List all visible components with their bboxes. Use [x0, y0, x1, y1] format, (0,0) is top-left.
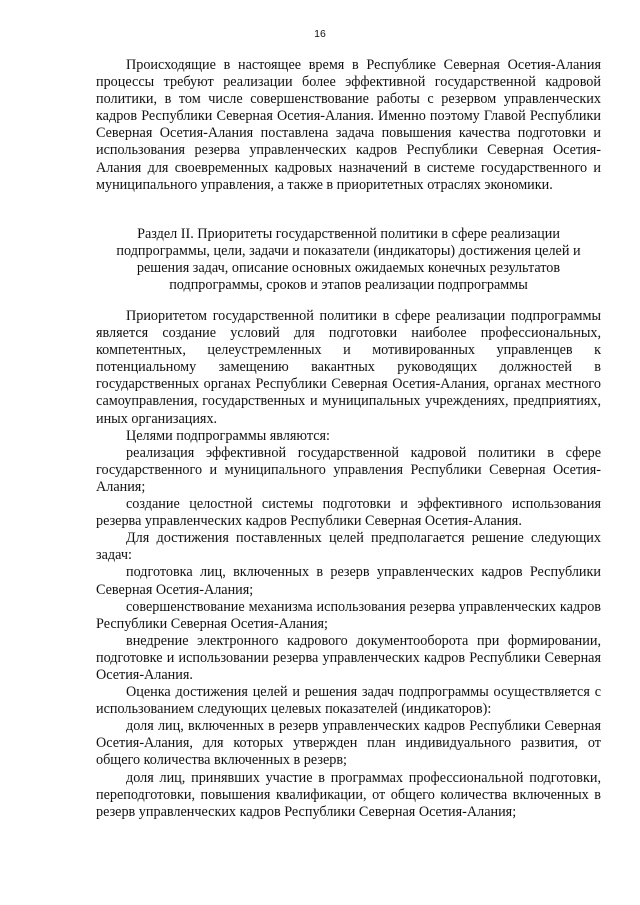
paragraph-priority: Приоритетом государственной политики в сфере реализации подпрограммы является создание условий для подготовки наиболее профессиональных, компетентных, целеустремленных и мотивированных управленцев к потенциальному замещению вакантных руководящих должностей в государственных органах Республики Северная Осетия-Алания, органах местного самоуправления, государственных и муниципальных учреждениях, предприятиях, иных организациях. [96, 308, 601, 427]
list-item-task: внедрение электронного кадрового документооборота при формировании, подготовке и использовании резерва управленческих кадров Республики Северная Осетия-Алания. [96, 632, 601, 683]
list-item-task: подготовка лиц, включенных в резерв управленческих кадров Республики Северная Осетия-Алания; [96, 564, 601, 598]
section-body [96, 308, 601, 821]
section-heading-block [96, 226, 601, 294]
list-item-indicator: доля лиц, принявших участие в программах профессиональной подготовки, переподготовки, повышения квалификации, от общего количества включенных в резерв управленческих кадров Республики Северная Осетия-Алания; [96, 769, 601, 820]
intro-paragraph: Происходящие в настоящее время в Республике Северная Осетия-Алания процессы требуют реализации более эффективной государственной кадровой политики, в том числе совершенствование работы с резервом управленческих кадров Республики Северная Осетия-Алания. Именно поэтому Главой Республики Северная Осетия-Алания поставлена задача повышения качества подготовки и использования резерва управленческих кадров Республики Северная Осетия-Алания для своевременных кадровых назначений в системе государственного и муниципального управления, а также в приоритетных отраслях экономики. [96, 57, 601, 193]
paragraph-indicators-intro: Оценка достижения целей и решения задач подпрограммы осуществляется с использованием следующих целевых показателей (индикаторов): [96, 684, 601, 718]
list-item-task: совершенствование механизма использования резерва управленческих кадров Республики Северная Осетия-Алания; [96, 598, 601, 632]
page-number: 16 [314, 28, 326, 40]
paragraph-goals-intro: Целями подпрограммы являются: [126, 427, 330, 444]
list-item-indicator: доля лиц, включенных в резерв управленческих кадров Республики Северная Осетия-Алания, для которых утвержден план индивидуального развития, от общего количества включенных в резерв; [96, 718, 601, 769]
section-heading: Раздел II. Приоритеты государственной политики в сфере реализации подпрограммы, цели, задачи и показатели (индикаторы) достижения целей и решения задач, описание основных ожидаемых конечных результатов подпрограммы, сроков и этапов реализации подпрограммы [116, 226, 581, 294]
paragraph-tasks-intro: Для достижения поставленных целей предполагается решение следующих задач: [96, 530, 601, 564]
list-item-goal: создание целостной системы подготовки и эффективного использования резерва управленческих кадров Республики Северная Осетия-Алания. [96, 496, 601, 530]
list-item-goal: реализация эффективной государственной кадровой политики в сфере государственного и муниципального управления Республики Северная Осетия-Алания; [96, 444, 601, 495]
intro-section [96, 57, 601, 194]
